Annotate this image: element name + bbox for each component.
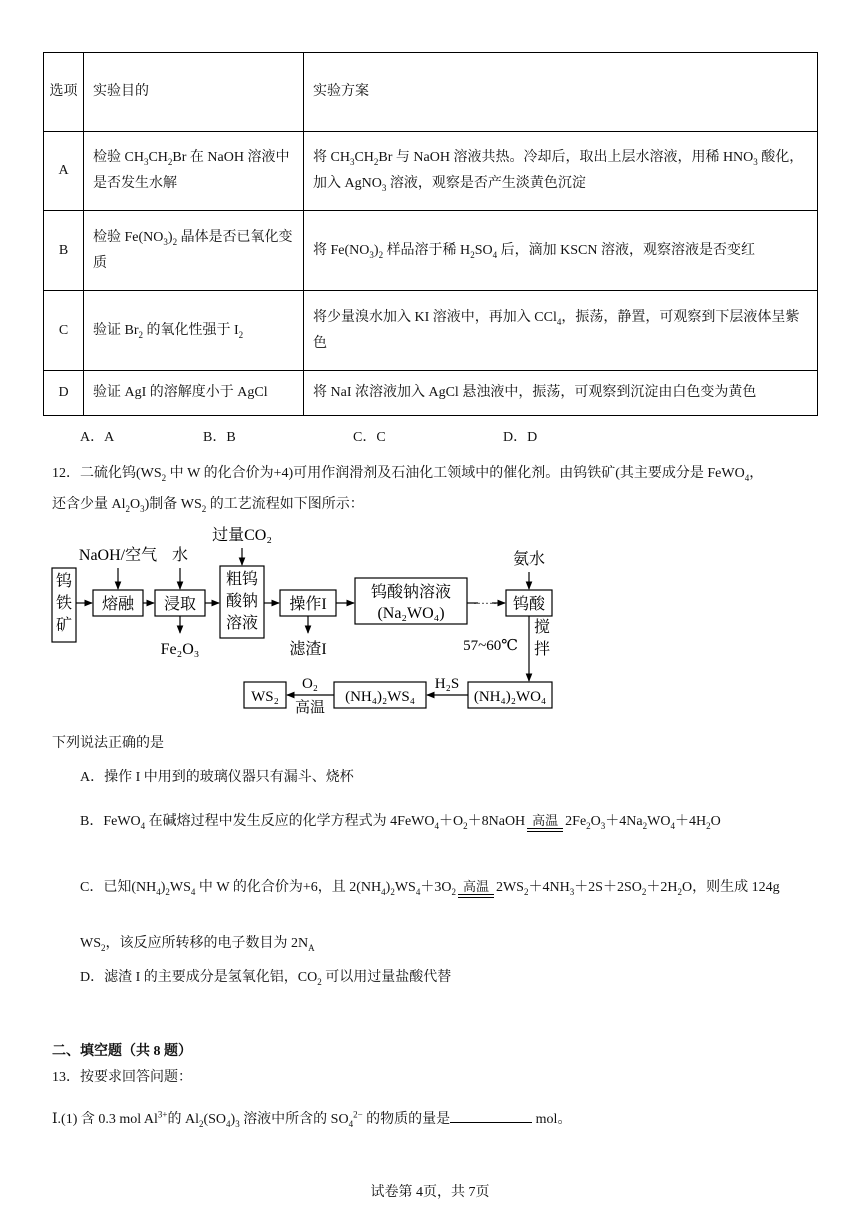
page-footer: 试卷第 4页，共 7页 (370, 1185, 490, 1200)
label-o2: O₂ (301, 676, 319, 692)
q12-option-c[interactable] (80, 876, 780, 900)
label-ore-3: 矿 (55, 617, 73, 634)
q12-option-c-line2: $WS_2$，该反应所转移的电子数目为 $2N_A$ (80, 936, 315, 953)
row-option: C (44, 291, 84, 371)
label-stir-2: 拌 (533, 641, 551, 658)
label-h2s: H₂S (434, 676, 460, 692)
table-row (44, 211, 818, 291)
q13-part1 (52, 1108, 571, 1128)
q12-stem-line2: 还含少量 $Al_2O_3$)制备 $WS_2$ 的工艺流程如下图所示： (52, 497, 364, 514)
row-plan: 将 $Fe(NO_3)_2$ 样品溶于稀 $H_2SO_4$ 后，滴加 KSCN 溶液，观察溶液是否变红 (304, 211, 818, 291)
option-c-left: C．已知$(NH_4)_2WS_4$ 中 W 的化合价为+6，且 $2(NH_4)_2WS_4+3O_2$ (80, 880, 456, 897)
row-purpose: 检验 $CH_3CH_2Br$ 在 NaOH 溶液中是否发生水解 (84, 132, 304, 211)
label-ore-1: 钨 (55, 573, 73, 590)
row-option: B (44, 211, 84, 291)
q13-part1-unit: mol。 (532, 1112, 572, 1127)
label-tungstic: 钨酸 (512, 596, 546, 613)
label-dots: ······ (473, 596, 497, 610)
reaction-condition (527, 814, 563, 832)
label-ws2: WS₂ (251, 689, 279, 705)
row-option: D (44, 371, 84, 416)
header-purpose: 实验目的 (84, 53, 304, 132)
label-melt: 熔融 (101, 596, 135, 613)
row-purpose: 验证 AgI 的溶解度小于 AgCl (84, 371, 304, 416)
section-title: 二、填空题（共 8 题） (52, 1044, 192, 1059)
label-ore-2: 铁 (55, 595, 73, 612)
q13-stem: 13．按要求回答问题： (52, 1070, 192, 1085)
q11-choice-d[interactable]: D．D (503, 430, 538, 445)
label-crude-3: 溶液 (225, 615, 259, 632)
option-b-left: B．FeWO$_4$ 在碱熔过程中发生反应的化学方程式为 $4FeWO_4+O_2+8NaOH$ (80, 814, 526, 831)
header-plan: 实验方案 (304, 53, 818, 132)
option-c-right: $2WS_2+4NH_3+2S+2SO_2+2H_2O$，则生成 124g (495, 880, 780, 897)
q12-option-d[interactable]: D．滤渣 I 的主要成分是氢氧化铝，$CO_2$ 可以用过量盐酸代替 (80, 970, 452, 987)
label-stir-1: 搅 (533, 619, 551, 636)
q12-stem-line1: 12．二硫化钨($WS_2$ 中 W 的化合价为+4)可用作润滑剂及石油化工领域中的催化剂。由钨铁矿(其主要成分是 FeWO$_4$， (52, 466, 764, 483)
label-nh4wo4: (NH₄)₂WO₄ (473, 689, 547, 705)
row-purpose: 验证 $Br_2$ 的氧化性强于 $I_2$ (84, 291, 304, 371)
label-tungstate-formula: (Na₂WO₄) (377, 605, 445, 622)
q12-option-b[interactable] (80, 810, 721, 834)
process-flow-diagram (40, 520, 570, 716)
row-option: A (44, 132, 84, 211)
table-row (44, 371, 818, 416)
option-b-right: $2Fe_2O_3+4Na_2WO_4+4H_2O$ (565, 814, 721, 831)
q11-choice-c[interactable]: C．C (353, 430, 386, 445)
q12-lead: 下列说法正确的是 (52, 736, 164, 751)
equals-bar (458, 894, 494, 898)
row-plan: 将少量溴水加入 KI 溶液中，再加入 CCl$_4$，振荡，静置，可观察到下层液体呈紫色 (304, 291, 818, 371)
q11-choice-b[interactable]: B．B (203, 430, 236, 445)
label-naoh-air: NaOH/空气 (78, 547, 158, 564)
reaction-condition (458, 880, 494, 898)
row-plan: 将 NaI 浓溶液加入 AgCl 悬浊液中，振荡，可观察到沉淀由白色变为黄色 (304, 371, 818, 416)
label-high-temp: 高温 (294, 700, 326, 716)
experiment-table (43, 52, 818, 416)
label-water: 水 (171, 547, 189, 564)
table-row (44, 132, 818, 211)
table-row (44, 291, 818, 371)
label-nh4ws4: (NH₄)₂WS₄ (345, 689, 415, 705)
label-op1: 操作I (289, 596, 327, 613)
label-leach: 浸取 (163, 596, 197, 613)
label-ammonia: 氨水 (512, 551, 546, 568)
row-purpose: 检验 $Fe(NO_3)_2$ 晶体是否已氧化变质 (84, 211, 304, 291)
condition-text: 高温 (462, 879, 489, 894)
row-plan: 将 $CH_3CH_2Br$ 与 NaOH 溶液共热。冷却后，取出上层水溶液，用稀 $HNO_3$ 酸化，加入 AgNO$_3$ 溶液，观察是否产生淡黄色沉淀 (304, 132, 818, 211)
equals-bar (527, 828, 563, 832)
condition-text: 高温 (532, 813, 559, 828)
label-crude-1: 粗钨 (225, 571, 259, 588)
header-option: 选项 (44, 53, 84, 132)
label-tungstate-sol: 钨酸钠溶液 (370, 584, 452, 601)
answer-blank[interactable] (450, 1108, 532, 1123)
q12-option-a[interactable]: A．操作 I 中用到的玻璃仪器只有漏斗、烧杯 (80, 770, 354, 785)
label-temp: 57~60℃ (463, 638, 518, 654)
label-residue: 滤渣I (289, 641, 327, 658)
table-header-row (44, 53, 818, 132)
q13-part1-text: Ⅰ.(1) 含 0.3 mol $Al^{3+}$的 $Al_2(SO_4)_3$ 溶液中所含的 $SO_4^{2-}$ 的物质的量是 (52, 1109, 451, 1129)
label-co2: 过量CO₂ (212, 527, 272, 544)
label-fe2o3: Fe₂O₃ (160, 641, 200, 658)
label-crude-2: 酸钠 (225, 593, 259, 610)
q11-choice-a[interactable]: A．A (80, 430, 115, 445)
